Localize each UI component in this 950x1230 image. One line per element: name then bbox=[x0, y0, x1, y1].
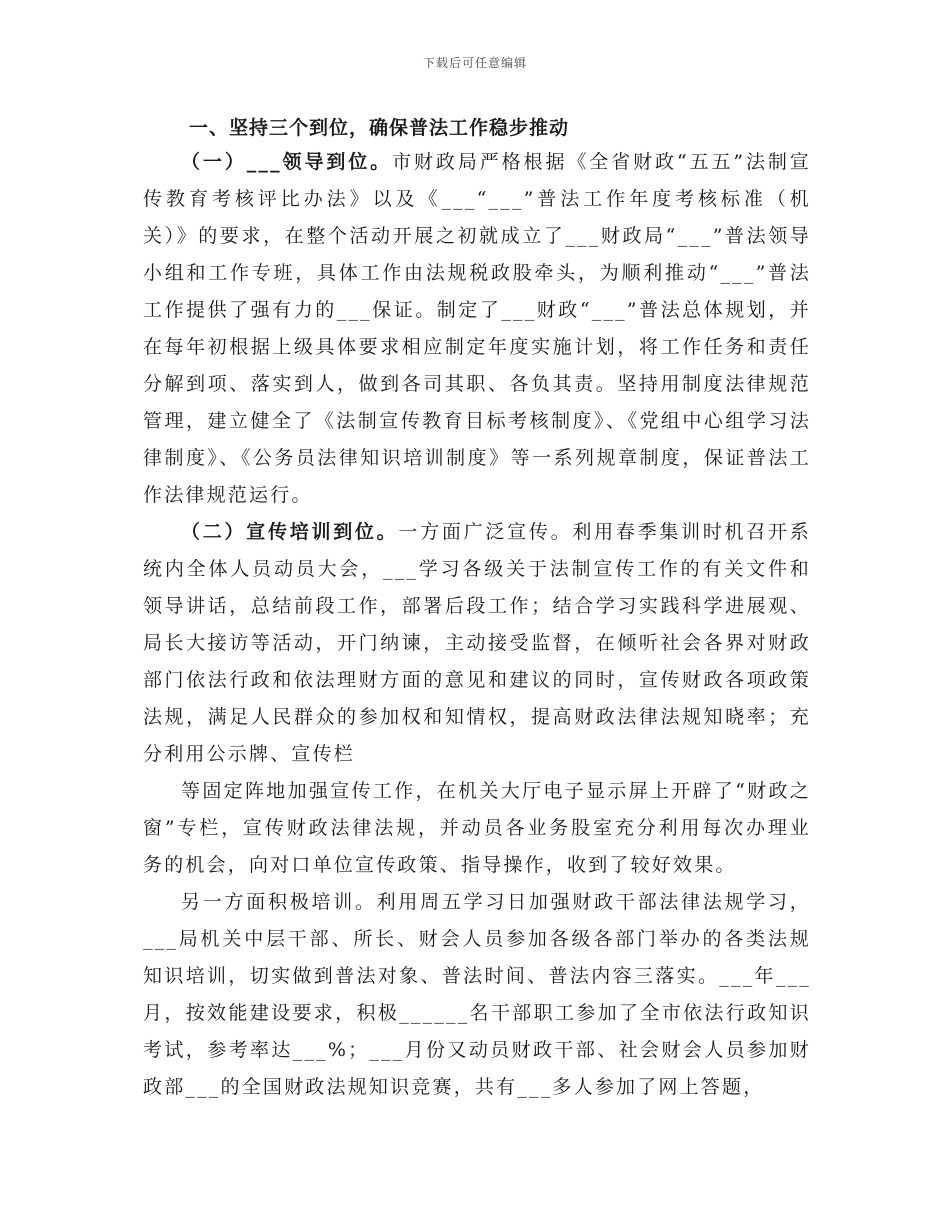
paragraph-text: 市财政局严格根据《全省财政“五五”法制宣传教育考核评比办法》以及《___“___”普法工作年度考核标准（机关）》的要求，在整个活动开展之初就成立了___财政局“___”普法领导小组和工作专班，具体工作由法规税政股牵头，为顺利推动“___”普法工作提供了强有力的___保证。制定了___财政“___”普法总体规划，并在每年初根据上级具体要求相应制定年度实施计划，将工作任务和责任分解到项、落实到人，做到各司其职、各负其责。坚持用制度法律规范管理，建立健全了《法制宣传教育目标考核制度》、《党组中心组学习法律制度》、《公务员法律知识培训制度》等一系列规章制度，保证普法工作法律规范运行。 bbox=[143, 151, 811, 506]
paragraph-text: 等固定阵地加强宣传工作，在机关大厅电子显示屏上开辟了“财政之窗”专栏，宣传财政法律法规，并动员各业务股室充分利用每次办理业务的机会，向对口单位宣传政策、指导操作，收到了较好效果。 bbox=[143, 780, 811, 876]
section-heading: 一、坚持三个到位，确保普法工作稳步推动 bbox=[189, 117, 570, 139]
paragraph-text: 一方面广泛宣传。利用春季集训时机召开系统内全体人员动员大会，___学习各级关于法制宣传工作的有关文件和领导讲话，总结前段工作，部署后段工作；结合学习实践科学进展观、局长大接访等活动，开门纳谏，主动接受监督，在倾听社会各界对财政部门依法行政和依法理财方面的意见和建议的同时，宣传财政各项政策法规，满足人民群众的参加权和知情权，提高财政法律法规知晓率；充分利用公示牌、宣传栏 bbox=[143, 521, 811, 765]
paragraph-lead: （一）___领导到位。 bbox=[181, 151, 393, 173]
paragraph-training bbox=[143, 884, 811, 1106]
document-body bbox=[143, 112, 811, 1106]
paragraph-publicity-training bbox=[143, 514, 811, 773]
paragraph-text: 另一方面积极培训。利用周五学习日加强财政干部法律法规学习，___局机关中层干部、所长、财会人员参加各级各部门举办的各类法规知识培训，切实做到普法对象、普法时间、普法内容三落实。___年___月，按效能建设要求，积极______名干部职工参加了全市依法行政知识考试，参考率达___%；___月份又动员财政干部、社会财会人员参加财政部___的全国财政法规知识竞赛，共有___多人参加了网上答题， bbox=[143, 891, 811, 1098]
paragraph-leadership bbox=[143, 144, 811, 514]
paragraph-fixed-positions bbox=[143, 773, 811, 884]
paragraph-lead: （二）宣传培训到位。 bbox=[181, 521, 399, 543]
page-header-note: 下载后可任意编辑 bbox=[422, 56, 527, 70]
